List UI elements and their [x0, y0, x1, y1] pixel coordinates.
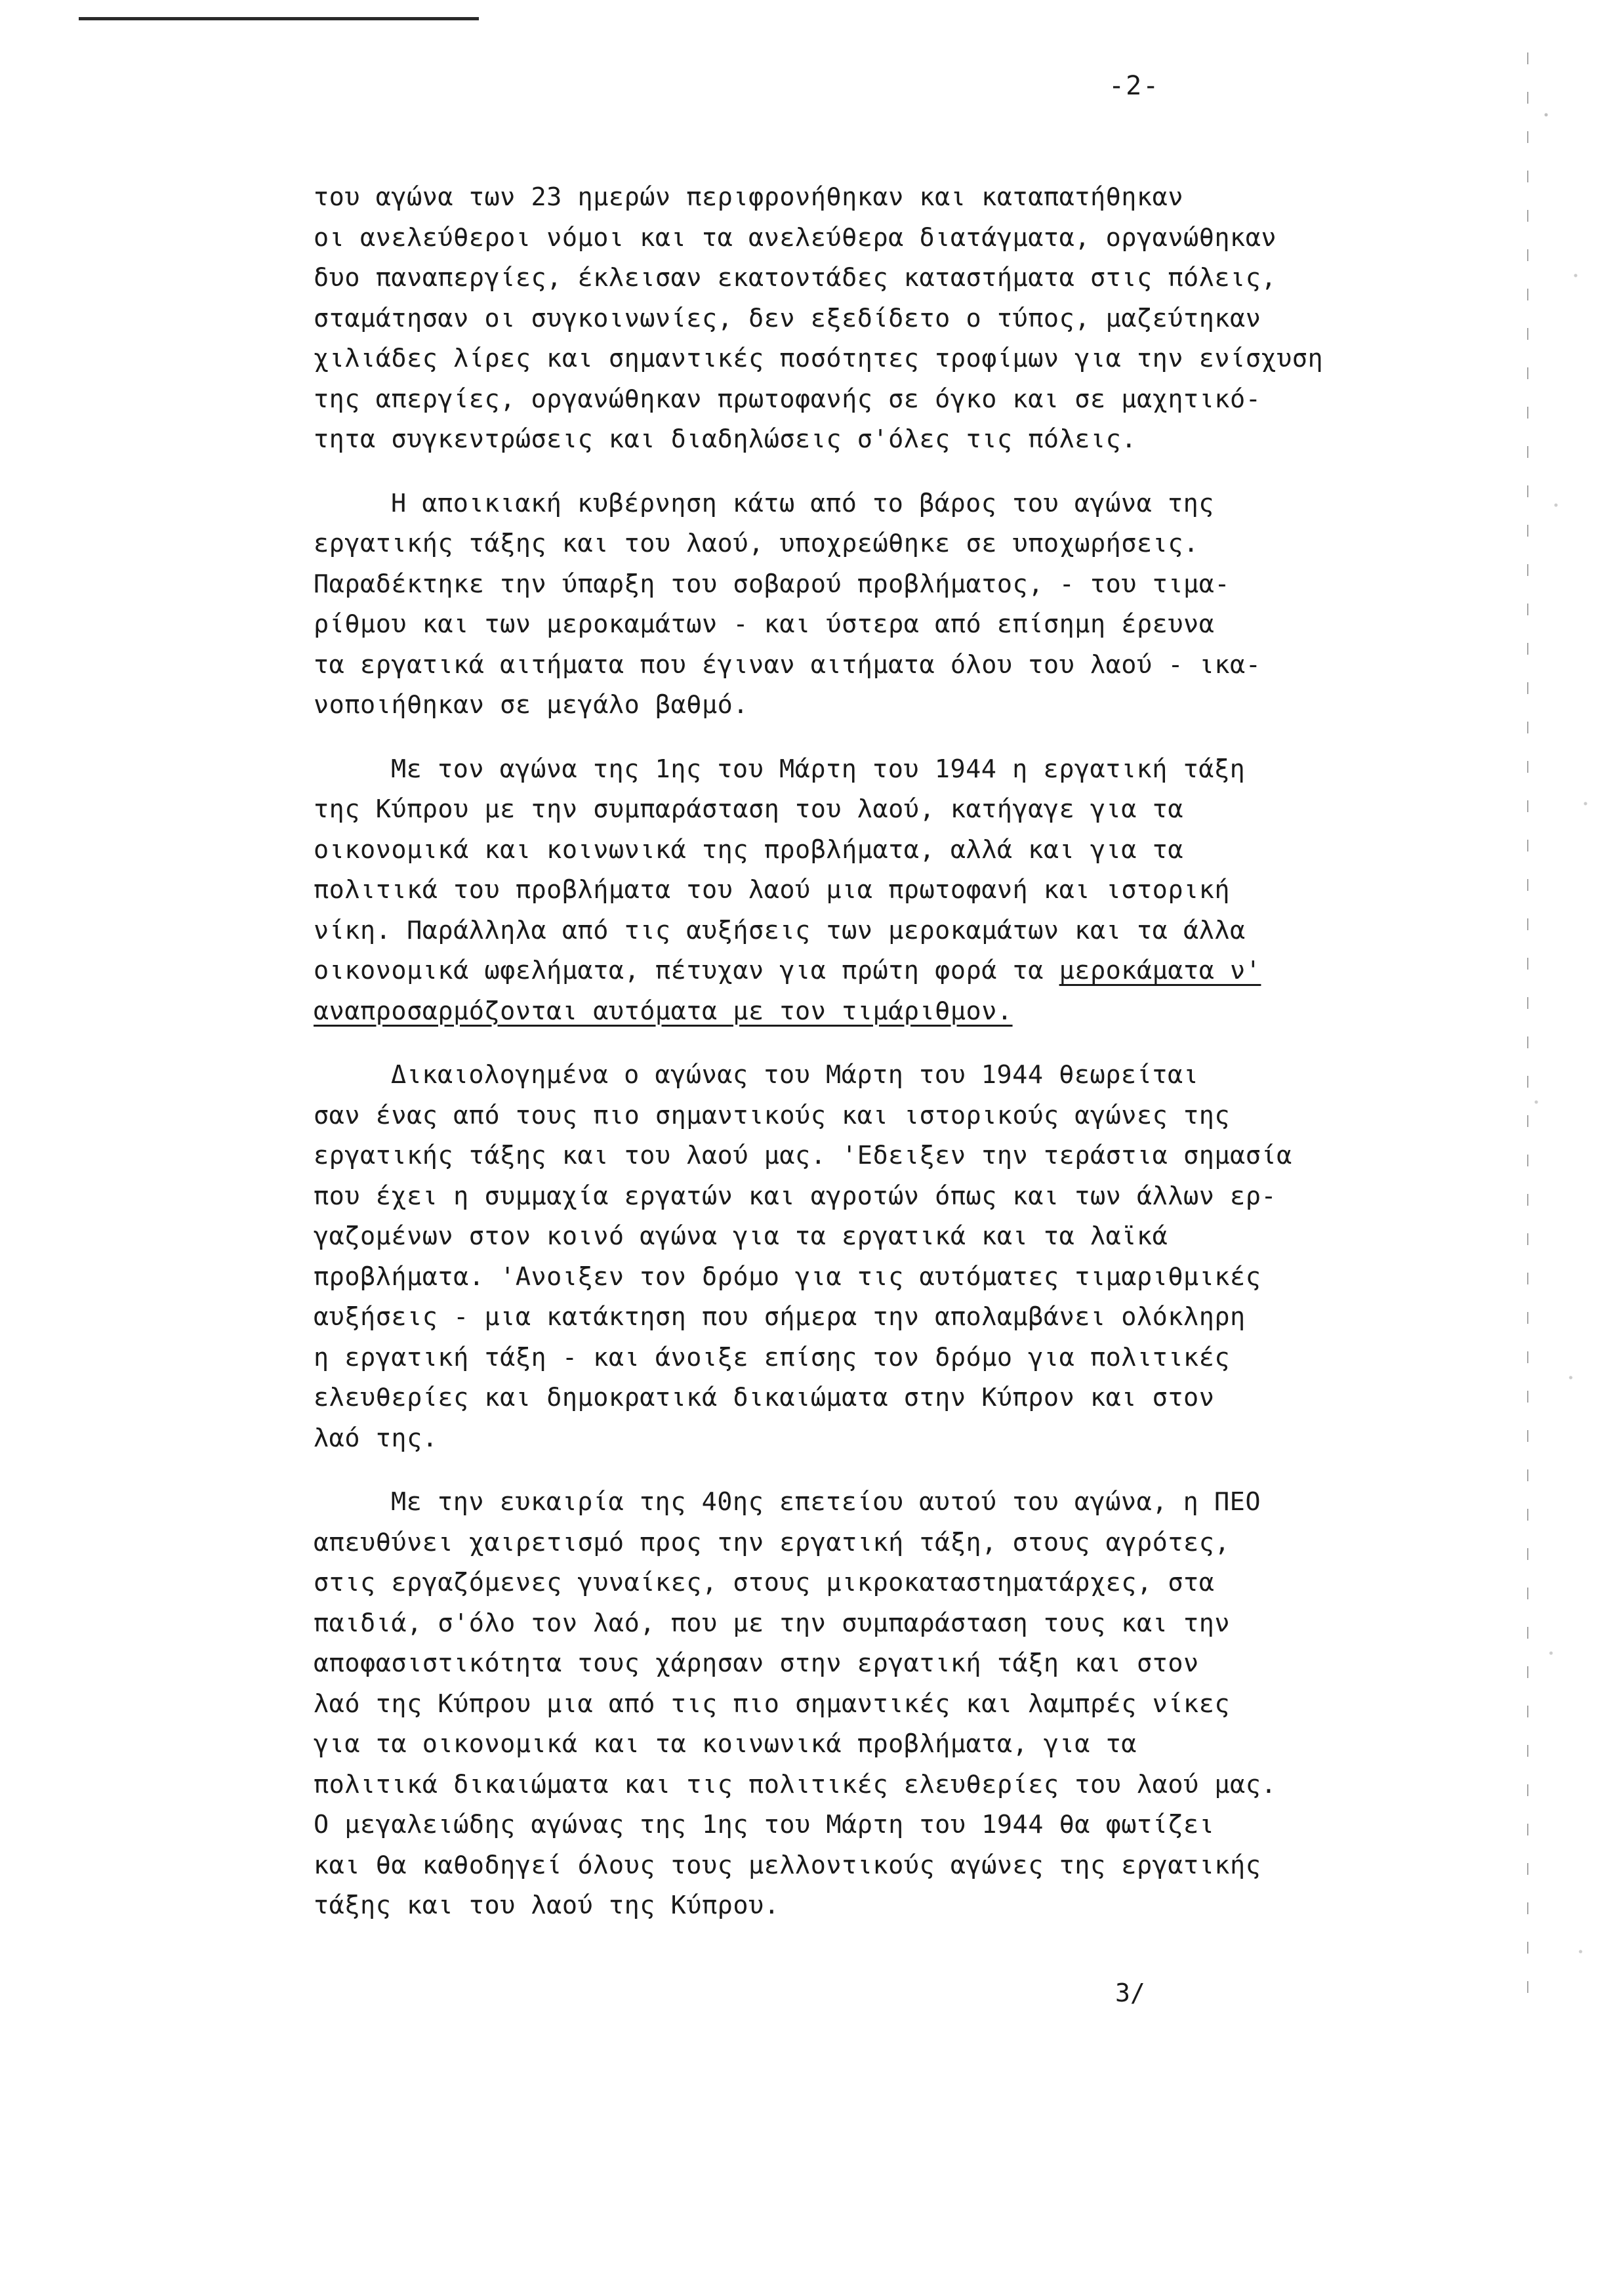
text-line: νίκη. Παράλληλα από τις αυξήσεις των μεροκαμάτων και τα άλλα: [314, 915, 1246, 945]
text-line: ελευθερίες και δημοκρατικά δικαιώματα στην Κύπρον και στον: [314, 1383, 1215, 1412]
text-line: χιλιάδες λίρες και σημαντικές ποσότητες τροφίμων για την ενίσχυση: [314, 344, 1324, 373]
text-line: απευθύνει χαιρετισμό προς την εργατική τάξη, στους αγρότες,: [314, 1527, 1231, 1557]
next-page-reference: 3/: [1115, 1978, 1145, 2007]
text-line: σαν ένας από τους πιο σημαντικούς και ιστορικούς αγώνες της: [314, 1100, 1231, 1130]
text-line: [314, 951, 1402, 991]
text-line: νοποιήθηκαν σε μεγάλο βαθμό.: [314, 690, 749, 720]
text-line: τητα συγκεντρώσεις και διαδηλώσεις σ'όλες τις πόλεις.: [314, 424, 1137, 454]
text-line: Παραδέκτηκε την ύπαρξη του σοβαρού προβλήματος, - του τιμα-: [314, 569, 1231, 599]
text-line: τα εργατικά αιτήματα που έγιναν αιτήματα όλου του λαού - ικα-: [314, 649, 1261, 680]
underlined-text: μεροκάματα ν': [1059, 956, 1261, 985]
text-line: [314, 991, 1402, 1032]
page-number: -2-: [1109, 71, 1160, 101]
text-line: στις εργαζόμενες γυναίκες, στους μικροκαταστηματάρχες, στα: [314, 1568, 1215, 1597]
text-line: οι ανελεύθεροι νόμοι και τα ανελεύθερα διατάγματα, οργανώθηκαν: [314, 222, 1277, 253]
paragraph-2: [314, 483, 1402, 726]
underlined-text: αναπροσαρμόζονται αυτόματα με τον τιμάριθμον.: [314, 996, 1013, 1026]
text-line: εργατικής τάξης και του λαού, υποχρεώθηκε σε υποχωρήσεις.: [314, 529, 1199, 558]
text-line: λαό της Κύπρου μια από τις πιο σημαντικές και λαμπρές νίκες: [314, 1689, 1231, 1719]
text-line: λαό της.: [314, 1423, 438, 1453]
paragraph-4: [314, 1055, 1402, 1458]
text-line: Με την ευκαιρία της 40ης επετείου αυτού του αγώνα, η ΠΕΟ: [391, 1487, 1261, 1517]
text-line: που έχει η συμμαχία εργατών και αγροτών όπως και των άλλων ερ-: [314, 1181, 1277, 1211]
text-line: εργατικής τάξης και του λαού μας. 'Εδειξεν την τεράστια σημασία: [314, 1141, 1292, 1170]
text-segment: οικονομικά ωφελήματα, πέτυχαν για πρώτη φορά τα: [314, 956, 1059, 985]
scan-speckle: [1517, 0, 1615, 2296]
text-line: της απεργίες, οργανώθηκαν πρωτοφανής σε όγκο και σε μαχητικό-: [314, 384, 1261, 414]
text-line: προβλήματα. 'Ανοιξεν τον δρόμο για τις αυτόματες τιμαριθμικές: [314, 1261, 1261, 1292]
text-line: πολιτικά δικαιώματα και τις πολιτικές ελευθερίες του λαού μας.: [314, 1769, 1277, 1799]
text-line: ρίθμου και των μεροκαμάτων - και ύστερα από επίσημη έρευνα: [314, 609, 1215, 639]
text-line: Η αποικιακή κυβέρνηση κάτω από το βάρος του αγώνα της: [391, 488, 1214, 518]
paragraph-1: [314, 177, 1402, 460]
text-line: της Κύπρου με την συμπαράσταση του λαού, κατήγαγε για τα: [314, 794, 1184, 824]
text-line: Ο μεγαλειώδης αγώνας της 1ης του Μάρτη του 1944 θα φωτίζει: [314, 1810, 1215, 1839]
text-line: Με τον αγώνα της 1ης του Μάρτη του 1944 η εργατική τάξη: [391, 754, 1246, 784]
text-line: αποφασιστικότητα τους χάρησαν στην εργατική τάξη και στον: [314, 1649, 1199, 1678]
text-line: η εργατική τάξη - και άνοιξε επίσης τον δρόμο για πολιτικές: [314, 1342, 1231, 1372]
body-text: [314, 177, 1402, 1950]
text-line: του αγώνα των 23 ημερών περιφρονήθηκαν και καταπατήθηκαν: [314, 182, 1184, 212]
text-line: παιδιά, σ'όλο τον λαό, που με την συμπαράσταση τους και την: [314, 1608, 1231, 1638]
text-line: δυο παναπεργίες, έκλεισαν εκατοντάδες καταστήματα στις πόλεις,: [314, 263, 1277, 293]
paragraph-5: [314, 1482, 1402, 1926]
text-line: και θα καθοδηγεί όλους τους μελλοντικούς αγώνες της εργατικής: [314, 1850, 1261, 1880]
text-line: οικονομικά και κοινωνικά της προβλήματα, αλλά και για τα: [314, 834, 1184, 865]
text-line: σταμάτησαν οι συγκοινωνίες, δεν εξεδίδετο ο τύπος, μαζεύτηκαν: [314, 303, 1261, 333]
text-line: αυξήσεις - μια κατάκτηση που σήμερα την απολαμβάνει ολόκληρη: [314, 1302, 1246, 1332]
text-line: γαζομένων στον κοινό αγώνα για τα εργατικά και τα λαϊκά: [314, 1221, 1168, 1251]
text-line: για τα οικονομικά και τα κοινωνικά προβλήματα, για τα: [314, 1729, 1137, 1759]
paragraph-3: [314, 749, 1402, 1032]
text-line: Δικαιολογημένα ο αγώνας του Μάρτη του 1944 θεωρείται: [391, 1060, 1199, 1090]
text-line: τάξης και του λαού της Κύπρου.: [314, 1891, 780, 1920]
top-rule: [79, 17, 479, 20]
text-line: πολιτικά του προβλήματα του λαού μια πρωτοφανή και ιστορική: [314, 875, 1231, 905]
